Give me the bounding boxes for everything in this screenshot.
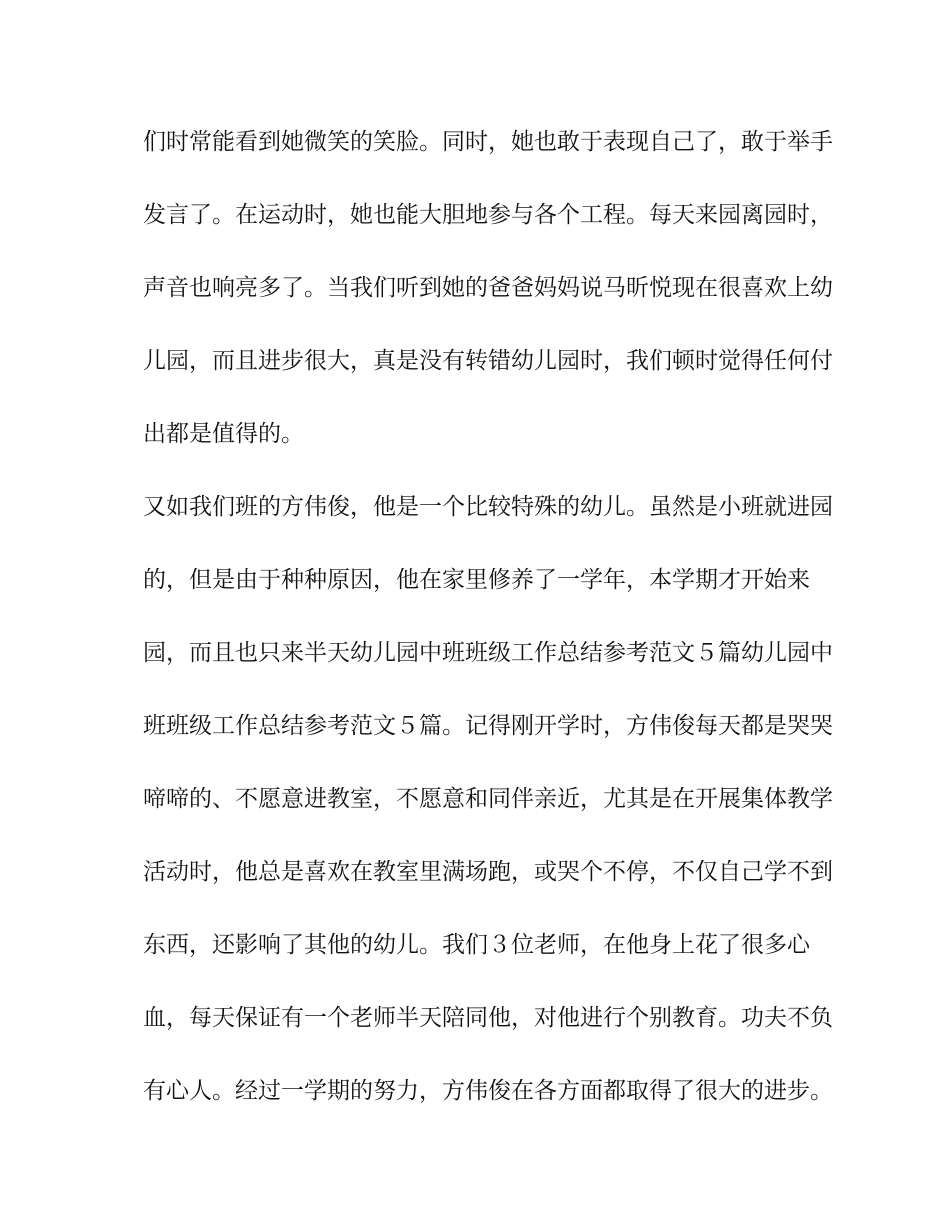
text-line: 东西，还影响了其他的幼儿。我们３位老师，在他身上花了很多心 — [143, 932, 810, 958]
text-line: 啼啼的、不愿意进教室，不愿意和同伴亲近，尤其是在开展集体教学 — [143, 786, 833, 812]
text-line: 班班级工作总结参考范文５篇。记得刚开学时，方伟俊每天都是哭哭 — [143, 713, 833, 739]
body-text — [143, 118, 833, 1140]
text-line: 儿园，而且进步很大，真是没有转错幼儿园时，我们顿时觉得任何付 — [143, 348, 833, 374]
text-line: 有心人。经过一学期的努力，方伟俊在各方面都取得了很大的进步。 — [143, 1078, 833, 1104]
text-line: 发言了。在运动时，她也能大胆地参与各个工程。每天来园离园时， — [143, 202, 833, 228]
text-line: 又如我们班的方伟俊，他是一个比较特殊的幼儿。虽然是小班就进园 — [143, 494, 833, 520]
text-line: 活动时，他总是喜欢在教室里满场跑，或哭个不停，不仅自己学不到 — [143, 859, 833, 885]
text-line: 声音也响亮多了。当我们听到她的爸爸妈妈说马昕悦现在很喜欢上幼 — [143, 275, 833, 301]
text-line: 的，但是由于种种原因，他在家里修养了一学年，本学期才开始来 — [143, 567, 810, 593]
text-line: 出都是值得的。 — [143, 421, 304, 447]
text-line: 园，而且也只来半天幼儿园中班班级工作总结参考范文５篇幼儿园中 — [143, 640, 833, 666]
text-line: 们时常能看到她微笑的笑脸。同时，她也敢于表现自己了，敢于举手 — [143, 129, 833, 155]
text-line: 血，每天保证有一个老师半天陪同他，对他进行个别教育。功夫不负 — [143, 1005, 833, 1031]
